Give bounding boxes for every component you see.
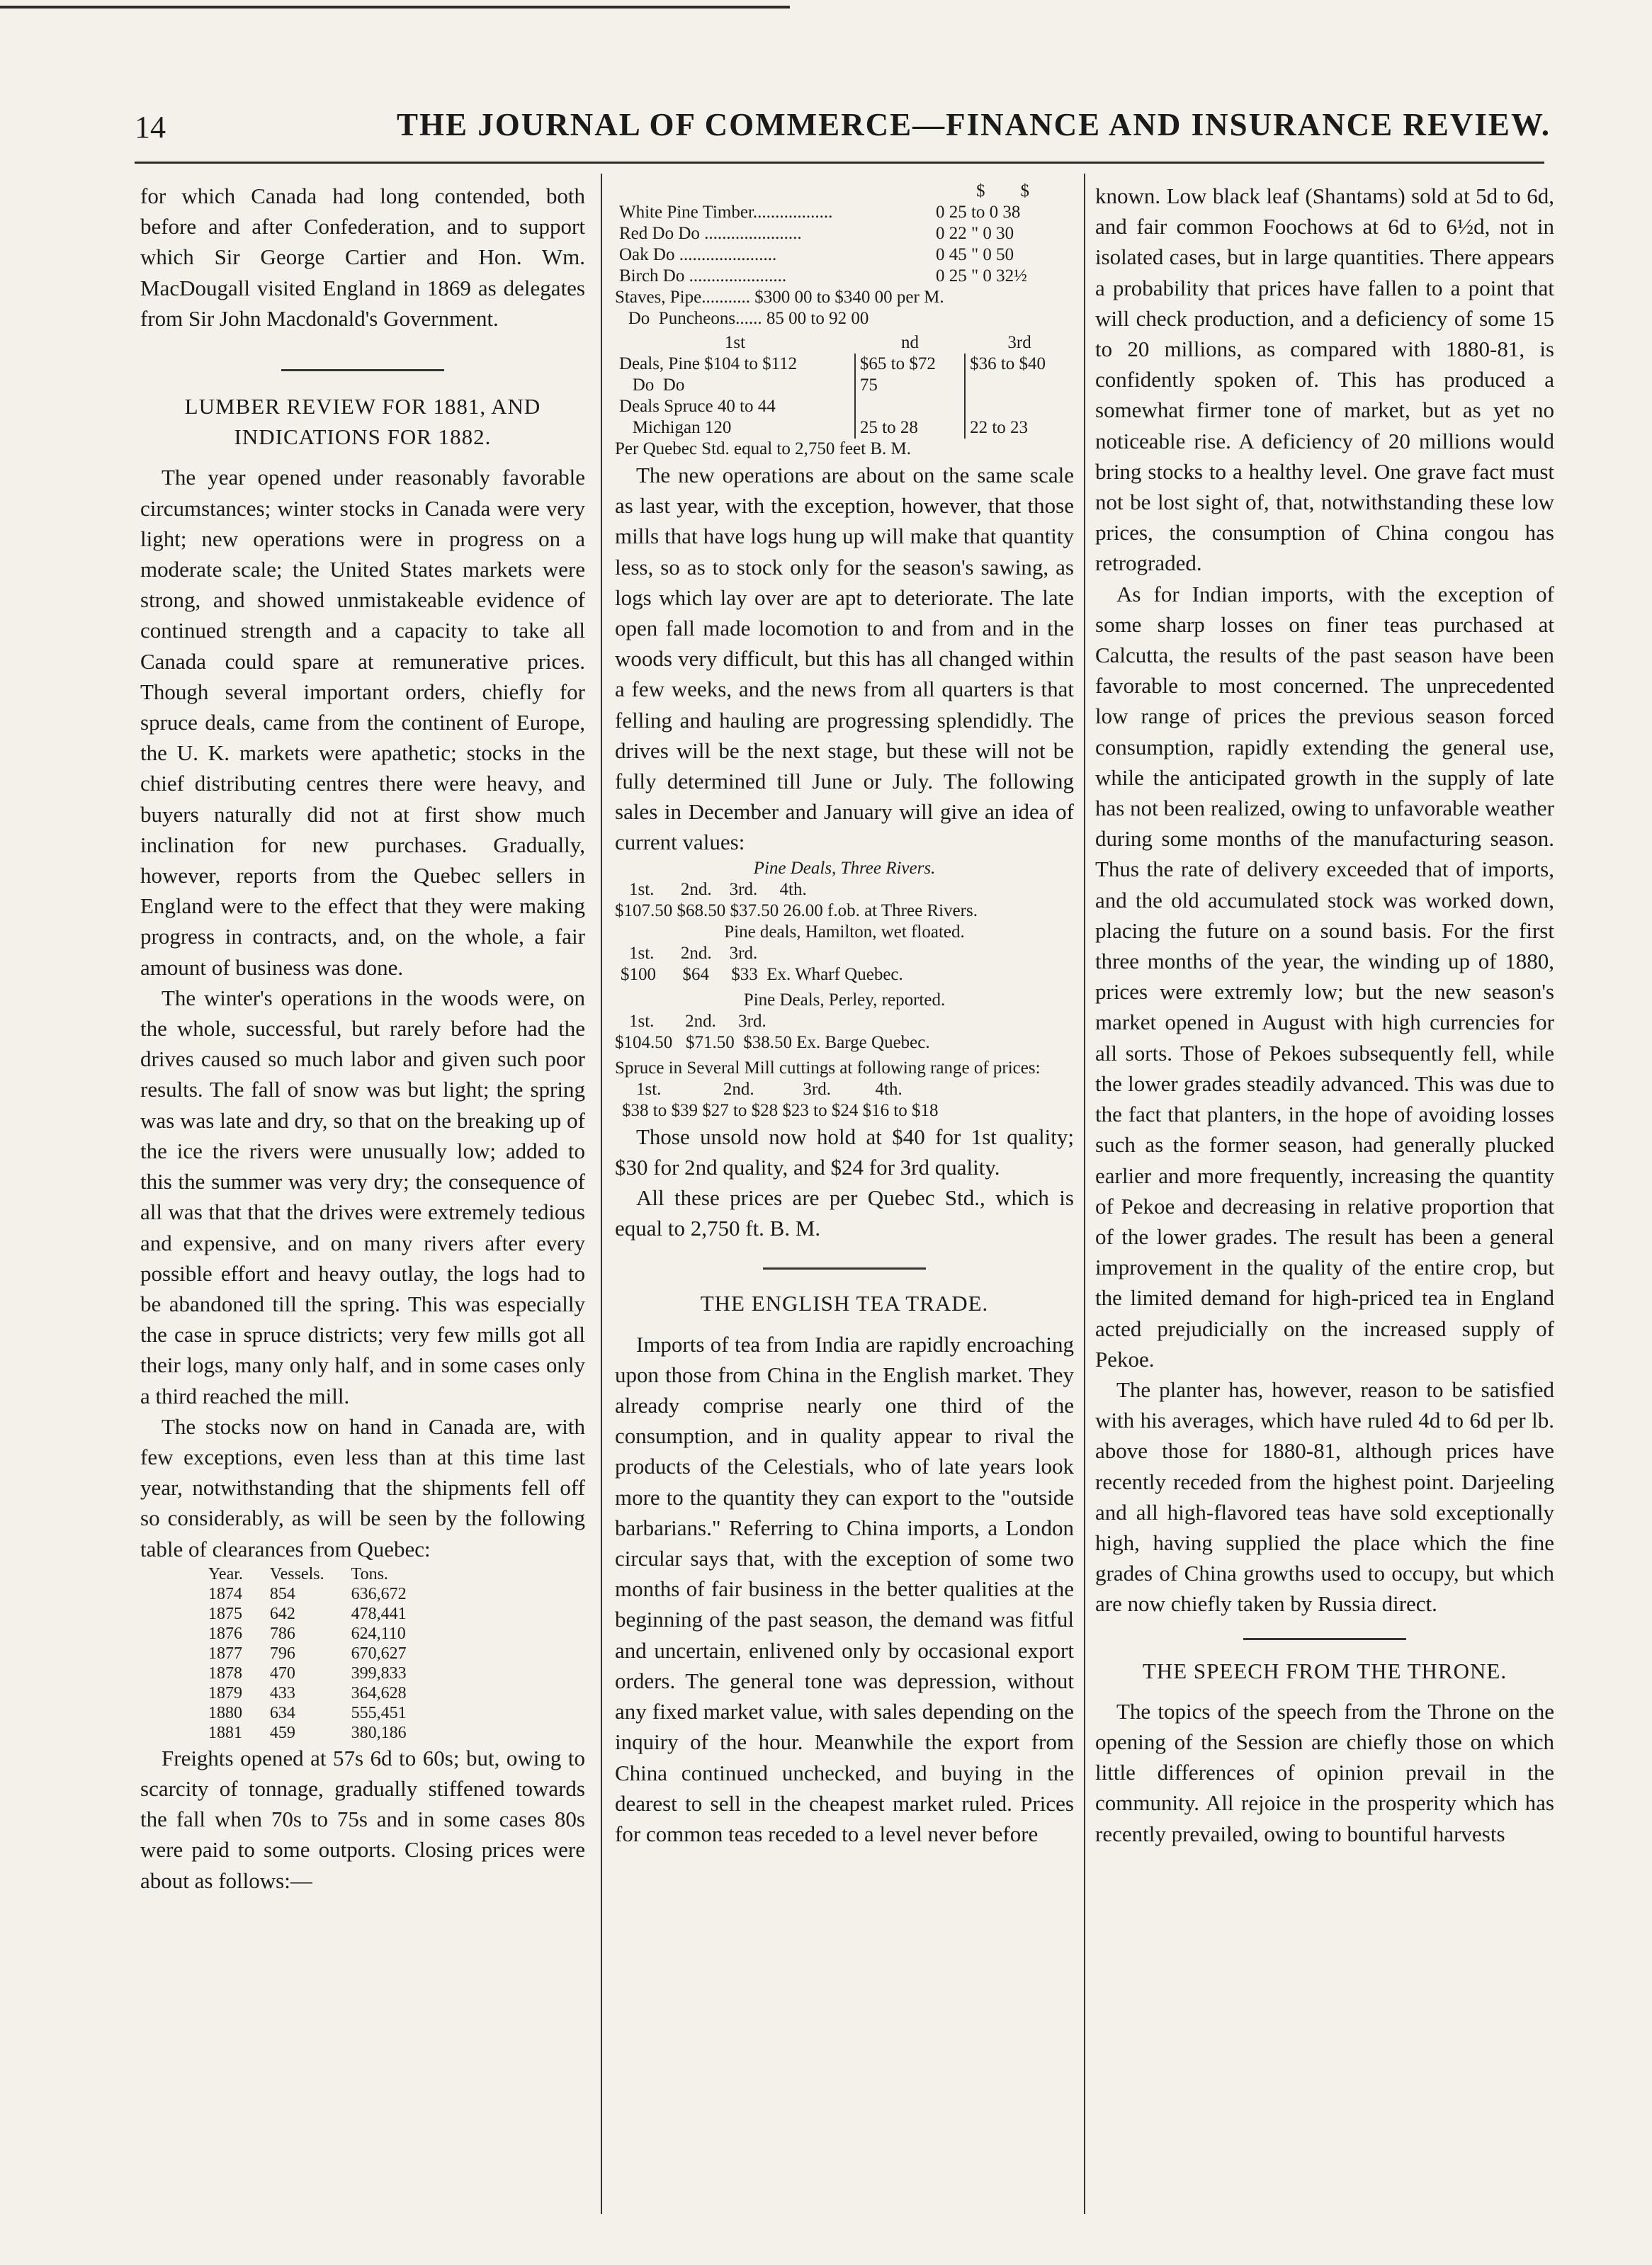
table-cell: 634 xyxy=(269,1703,295,1722)
table-cell: Oak Do ...................... xyxy=(619,245,777,264)
clearances-table xyxy=(208,1564,434,1743)
sale-block xyxy=(615,858,1074,1122)
column-divider xyxy=(1084,174,1085,2214)
tea-paragraph: Imports of tea from India are rapidly encroaching upon those from China in the English market. They already comprise nearly one third of the consumption, and in quality appear to rival the products of the Celestials, who of late years look more to the quantity they can export to the "outside barbarians." Referring to China imports, a London circular says that, with the exception of some two months of fair business in the better qualities at the beginning of the past season, the demand was fitful and uncertain, enlivened only by occasional export orders. The general tone was depression, without any fixed market value, with sales depending on the inquiry of the hour. Meanwhile the export from China continued unchecked, and buying in the dearest to sell in the cheapest market ruled. Prices for common teas receded to a level never before xyxy=(615,1331,1074,1846)
column-1 xyxy=(140,181,585,2228)
table-cell: Do Do xyxy=(619,375,685,395)
table-row xyxy=(615,244,1074,266)
lumber-review-heading: LUMBER REVIEW FOR 1881, AND INDICATIONS FOR 1882. xyxy=(184,394,541,450)
table-cell: 1876 xyxy=(208,1624,242,1643)
table-cell: Michigan 120 xyxy=(619,418,732,437)
table-cell: 1880 xyxy=(208,1703,242,1722)
page-header xyxy=(135,105,1551,154)
sale-values: $107.50 $68.50 $37.50 26.00 f.ob. at Three Rivers. xyxy=(615,900,978,920)
table-row xyxy=(208,1723,434,1743)
table-cell: 380,186 xyxy=(351,1723,407,1742)
table-row xyxy=(615,417,1074,439)
table-cell: 399,833 xyxy=(351,1664,407,1683)
per-quebec-note: Per Quebec Std. equal to 2,750 feet B. M. xyxy=(615,439,911,458)
lumber-paragraph: The stocks now on hand in Canada are, with few exceptions, even less than at this time last year, notwithstanding that the shipments fell off so considerably, as will be seen by the following table of clearances from Quebec: xyxy=(140,1413,585,1561)
table-row xyxy=(208,1624,434,1644)
column-divider xyxy=(601,174,602,2214)
column-2 xyxy=(615,181,1074,2228)
table-cell: 636,672 xyxy=(351,1584,407,1603)
sale-values: $38 to $39 $27 to $28 $23 to $24 $16 to $18 xyxy=(622,1100,939,1120)
table-cell: 0 25 " 0 32½ xyxy=(935,266,1027,286)
table-cell: $65 to $72 xyxy=(855,354,965,375)
sale-headers: 1st. 2nd. 3rd. 4th. xyxy=(629,879,807,899)
lumber-paragraph: The winter's operations in the woods were, on the whole, successful, but rarely before had the drives caused so much labor and given such poor results. The fall of snow was but light; the spring was was late and dry, so that on the breaking up of the ice the rivers were unusually low; added to this the summer was very dry; the consequence of all was that that the drives were extremely tedious and expensive, and on many rivers after every possible effort and heavy outlay, the logs had to be abandoned till the spring. This was especially the case in spruce districts; very few mills got all their logs, many only half, and in some cases only a third reached the mill. xyxy=(140,985,585,1408)
table-row xyxy=(208,1703,434,1723)
table-cell: 854 xyxy=(269,1584,295,1603)
sale-values: $104.50 $71.50 $38.50 Ex. Barge Quebec. xyxy=(615,1032,930,1052)
table-cell: 0 22 " 0 30 xyxy=(935,224,1014,243)
table-cell: 75 xyxy=(855,375,965,396)
lumber-paragraph: Those unsold now hold at $40 for 1st quality; $30 for 2nd quality, and $24 for 3rd quality. xyxy=(615,1124,1074,1180)
sale-values: $100 $64 $33 Ex. Wharf Quebec. xyxy=(621,964,903,984)
table-cell: Red Do Do ...................... xyxy=(619,224,802,243)
section-rule xyxy=(763,1267,926,1270)
table-cell: Deals Spruce 40 to 44 xyxy=(619,397,776,416)
table-header: 3rd xyxy=(1007,333,1031,352)
table-cell: 459 xyxy=(269,1723,295,1742)
table-row xyxy=(615,375,1074,396)
section-rule xyxy=(281,369,444,371)
table-row xyxy=(208,1664,434,1683)
table-cell: 364,628 xyxy=(351,1683,407,1702)
currency-header: $ xyxy=(1020,181,1029,200)
table-row xyxy=(208,1644,434,1664)
table-cell: 796 xyxy=(269,1644,295,1663)
table-cell: 624,110 xyxy=(351,1624,406,1643)
table-header: Year. xyxy=(208,1564,243,1583)
table-cell: 25 to 28 xyxy=(855,417,965,439)
table-cell xyxy=(965,396,1074,417)
column-3 xyxy=(1095,181,1554,2228)
sale-title: Pine Deals, Perley, reported. xyxy=(743,990,946,1010)
section-rule xyxy=(1243,1638,1406,1640)
deals-table xyxy=(615,332,1074,439)
tea-paragraph: The planter has, however, reason to be satisfied with his averages, which have ruled 4d to 6d per lb. above those for 1880-81, although prices have recently receded from the highest point. Darjeeling and all high-flavored teas have sold exceptionally high, having supplied the place which the fine grades of China growths used to occupy, but which are now chiefly taken by Russia direct. xyxy=(1095,1377,1554,1617)
table-cell: 555,451 xyxy=(351,1703,407,1722)
lumber-paragraph: Freights opened at 57s 6d to 60s; but, owing to scarcity of tonnage, gradually stiffened towards the fall when 70s to 75s and in some cases 80s were paid to some outports. Closing prices were about as follows:— xyxy=(140,1745,585,1893)
staves-pipe: Staves, Pipe........... $300 00 to $340 00 per M. xyxy=(615,288,944,307)
table-header-row xyxy=(615,332,1074,354)
table-header: Tons. xyxy=(351,1564,388,1583)
table-cell: 0 25 to 0 38 xyxy=(935,203,1021,222)
tea-paragraph: known. Low black leaf (Shantams) sold at 5d to 6d, and fair common Foochows at 6d to 6½d, not in isolated cases, but in large quantities. There appears a probability that prices have fallen to a point that will check production, and a deficiency of some 15 to 20 millions, as compared with 1880-81, is confidently spoken of. This has produced a somewhat firmer tone of market, but as yet no noticeable rise. A deficiency of 20 millions would bring stocks to a healthy level. One grave fact must not be lost sight of, that, notwithstanding these low prices, the consumption of China congou has retrograded. xyxy=(1095,183,1554,576)
table-row xyxy=(615,223,1074,244)
table-header: Vessels. xyxy=(269,1564,324,1583)
table-cell: 1879 xyxy=(208,1683,242,1702)
tea-paragraph: As for Indian imports, with the exception of some sharp losses on finer teas purchased at Calcutta, the results of the past season have been favorable to most concerned. The unprecedented low range of prices the previous season forced consumption, rapidly extending the general use, while the anticipated growth in the supply of late has not been realized, owing to unfavorable weather during some months of the manufacturing season. Thus the rate of delivery exceeded that of imports, and the old accumulated stock was worked down, placing the future on a sound basis. For the first three months of the year, the winding up of 1880, prices were extremly low; but the new season's market opened in August with high currencies for all sorts. Those of Pekoes subsequently fell, while the lower grades steadily advanced. This was due to the fact that planters, in the hope of avoiding losses such as the former season, had generally plucked earlier and more frequently, increasing the quantity of Pekoe and decreasing in relative proportion that of the lower grades. The result has been a general improvement in the quality of the entire crop, but the limited demand for high-priced tea in England acted prejudicially on the increased supply of Pekoe. xyxy=(1095,581,1554,1372)
table-header: 1st xyxy=(724,333,746,352)
table-row xyxy=(615,354,1074,375)
table-row xyxy=(615,266,1074,287)
table-cell: $36 to $40 xyxy=(965,354,1074,375)
table-header: nd xyxy=(900,333,919,352)
table-cell: 470 xyxy=(269,1664,295,1683)
table-row xyxy=(615,202,1074,223)
sale-headers: 1st. 2nd. 3rd. xyxy=(629,943,758,963)
table-header-row xyxy=(208,1564,434,1584)
table-cell: Birch Do ...................... xyxy=(619,266,787,286)
speech-heading: THE SPEECH FROM THE THRONE. xyxy=(1142,1658,1507,1683)
journal-title: THE JOURNAL OF COMMERCE—FINANCE AND INSURANCE REVIEW. xyxy=(397,107,1551,142)
staves-puncheons: Do Puncheons...... 85 00 to 92 00 xyxy=(615,309,869,328)
table-cell: 478,441 xyxy=(351,1604,407,1623)
table-cell: 1878 xyxy=(208,1664,242,1683)
table-cell: 1881 xyxy=(208,1723,242,1742)
table-cell: Deals, Pine $104 to $112 xyxy=(619,354,798,373)
speech-paragraph: The topics of the speech from the Throne on the opening of the Session are chiefly those on which little differences of opinion prevail in the community. All rejoice in the prosperity which has recently prevailed, owing to bountiful harvests xyxy=(1095,1698,1554,1846)
header-rule xyxy=(135,162,1544,164)
table-header-row xyxy=(615,181,1074,202)
intro-paragraph: for which Canada had long contended, both before and after Confederation, and to support which Sir George Cartier and Hon. Wm. MacDougall visited England in 1869 as delegates from Sir John Macdonald's Government. xyxy=(140,183,585,331)
sale-headers: 1st. 2nd. 3rd. xyxy=(629,1011,766,1031)
table-cell xyxy=(855,396,965,417)
table-row xyxy=(208,1683,434,1703)
spruce-title: Spruce in Several Mill cuttings at following range of prices: xyxy=(615,1058,1041,1078)
currency-header: $ xyxy=(975,181,985,200)
table-cell: 0 45 " 0 50 xyxy=(935,245,1014,264)
table-cell: 670,627 xyxy=(351,1644,407,1663)
sale-title: Pine Deals, Three Rivers. xyxy=(753,858,936,878)
table-cell: 642 xyxy=(269,1604,295,1623)
table-row xyxy=(615,396,1074,417)
lumber-paragraph: The year opened under reasonably favorable circumstances; winter stocks in Canada were very light; new operations were in progress on a moderate scale; the United States markets were strong, and showed unmistakeable evidence of continued strength and a capacity to take all Canada could spare at remunerative prices. Though several important orders, chiefly for spruce deals, came from the continent of Europe, the U. K. markets were apathetic; stocks in the chief distributing centres there were heavy, and buyers naturally did not at first show much inclination for new purchases. Gradually, however, reports from the Quebec sellers in England were to the effect that they were making progress in contracts, and, on the whole, a fair amount of business was done. xyxy=(140,465,585,980)
table-cell: White Pine Timber.................. xyxy=(619,203,833,222)
page-number: 14 xyxy=(135,110,166,145)
table-row xyxy=(208,1584,434,1604)
table-cell: 786 xyxy=(269,1624,295,1643)
table-cell: 1875 xyxy=(208,1604,242,1623)
table-row xyxy=(208,1604,434,1624)
sale-title: Pine deals, Hamilton, wet floated. xyxy=(724,922,965,942)
tea-trade-heading: THE ENGLISH TEA TRADE. xyxy=(700,1291,989,1316)
table-cell: 433 xyxy=(269,1683,295,1702)
table-cell xyxy=(965,375,1074,396)
timber-prices-table xyxy=(615,181,1074,287)
lumber-paragraph: All these prices are per Quebec Std., which is equal to 2,750 ft. B. M. xyxy=(615,1185,1074,1241)
top-border-rule xyxy=(0,6,790,9)
lumber-paragraph: The new operations are about on the same scale as last year, with the exception, however, that those mills that have logs hung up will make that quantity less, so as to stock only for the season's sawing, as logs which lay over are apt to deteriorate. The late open fall made locomotion to and from and in the woods very difficult, but this has all changed within a few weeks, and the news from all quarters is that felling and hauling are progressing splendidly. The drives will be the next stage, but these will not be fully determined till June or July. The following sales in December and January will give an idea of current values: xyxy=(615,463,1074,855)
table-cell: 1874 xyxy=(208,1584,242,1603)
table-cell: 1877 xyxy=(208,1644,242,1663)
table-cell: 22 to 23 xyxy=(965,417,1074,439)
sale-headers: 1st. 2nd. 3rd. 4th. xyxy=(636,1079,903,1099)
